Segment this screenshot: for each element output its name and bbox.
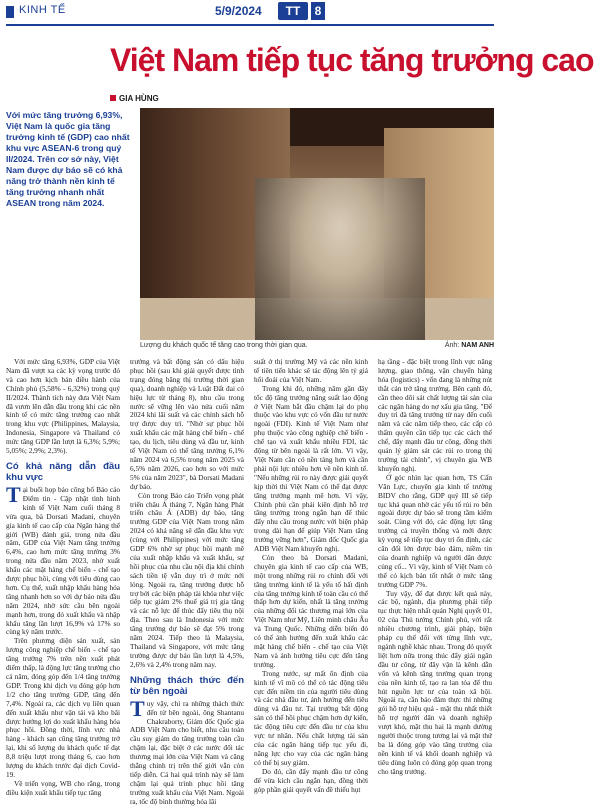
- paragraph: Trong nước, sự mất ổn định của kinh tế vĩ mô có thể có tác động tiêu cực đến niềm tin của người tiêu dùng và các nhà đầu tư, ảnh hưởng đến tiêu dùng và đầu tư. Tại trường bất động sản có thể hồi phục chậm hơn dự kiến, tác động tiêu cực đến đầu tư của khu vực tư nhân. Nếu chất lượng tài sản của các ngân hàng tiếp tục yếu đi, năng lực cho vay của các ngân hàng có thể bị suy giảm.: [254, 668, 368, 767]
- paragraph: Còn trong Báo cáo Triển vọng phát triển châu Á tháng 7, Ngân hàng Phát triển châu Á (ADB) dự báo, tăng trưởng GDP của Việt Nam trong năm 2024 có khả năng sẽ dẫn đầu khu vực (cùng với Philippines) với mức tăng GDP 6% nhờ sự phục hồi mạnh mẽ của xuất nhập khẩu và xuất khẩu, sự hồi phục của nhu cầu nội địa khi chính sách tiền tệ vẫn duy trì ở mức nới lỏng. Ngoài ra, tăng trưởng được hỗ trợ bởi các biện pháp tài khóa như việc tiếp tục giảm 2% thuế giá trị gia tăng và các nỗ lực để thúc đẩy tiêu thụ nội địa. Theo sau là Indonesia với mức tăng trưởng dự báo sẽ đạt 5% trong năm 2024. Tiếp theo là Malaysia, Thailand và Singapore, với mức tăng trưởng được dự báo lần lượt là 4,5%, 2,6% và 2,4% trong năm nay.: [130, 490, 244, 669]
- paragraph: Tuy vậy, để đạt được kết quả này, các bộ, ngành, địa phương phải tiếp tục thực hiện nhất quán Nghị quyết 01, 02 của Thủ tướng Chính phủ, với rất nhiều chương trình, giải pháp, biện pháp cụ thể đối với từng lĩnh vực, ngành nghề khác nhau. Trong đó quyết liệt hơn nữa trong thúc đẩy giải ngân đầu tư công, từ đây vận là kênh dẫn vốn và kênh tăng trưởng quan trọng của nền kinh tế, tạo ra lan tỏa để thu hút nguồn lực tư của toàn xã hội. Ngoài ra, cần bảo đảm thực thi những gói hỗ trợ hiệu quả - mặt thu nhất thiết hỗ trợ người dân và doanh nghiệp vượt khó, mặt thu hai là mạnh dường người thuộc trong tương lai và mặt thứ ba là đóng góp vào tăng trưởng của nền kinh tế và khối doanh nghiệp và tiêu dùng luôn có đóng góp quan trọng cho tăng trưởng.: [378, 588, 492, 776]
- article-column-3: [254, 358, 368, 794]
- article-byline: GIA HÙNG: [110, 94, 159, 103]
- section-label: KINH TẾ: [19, 4, 66, 16]
- paragraph: Trên phương diện sản xuất, sản lượng công nghiệp chế biến - chế tạo tăng trưởng 7% trên nền xuất phát điểm thấp, là động lực tăng trưởng cho cả năm, đóng góp đến 1/4 tăng trưởng GDP. Trong khi dịch vụ đóng góp hơn 1/2 cho tăng trưởng GDP, tăng đến 7,4%. Ngoài ra, các dịch vụ liên quan đến xuất khẩu như vận tải và kho bãi được hưởng lợi do xuất khẩu hàng hóa phục hồi. Đồng thời, lĩnh vực nhà hàng - khách sạn cũng tăng trưởng trở lại, khi số lượng du khách quốc tế đạt 8,8 triệu lượt trong tháng 6, cao hơn lượng du khách trước đại dịch Covid-19.: [6, 636, 120, 779]
- header-divider: [6, 24, 494, 26]
- subheading: Những thách thức đến từ bên ngoài: [130, 674, 244, 697]
- paragraph: Về triển vọng, WB cho rằng, trong điều kiện xuất khẩu tiếp tục tăng: [6, 778, 120, 797]
- paragraph: suất ở thị trường Mỹ và các nền kinh tế tiên tiến khác sẽ tác động lên tỷ giá hối đoái của Việt Nam.: [254, 357, 368, 384]
- photo-caption: Lượng du khách quốc tế tăng cao trong thời gian qua.: [140, 342, 308, 349]
- paragraph: Ở góc nhìn lạc quan hơn, TS Cấn Văn Lực, chuyên gia kinh tế trưởng BIDV cho rằng, GDP quý III sẽ tiếp tục khả quan nhờ các yếu tố rủi ro bên ngoài được dự báo sẽ trong tầm kiểm soát. Cùng với đó, các động lực tăng trưởng cả truyền thống và mới được kỳ vọng sẽ tiếp tục duy trì ổn định, các cân đối lớn được bảo đảm, niềm tin của doanh nghiệp và người dân được củng cố... Vì vậy, kinh tế Việt Nam có thể có kịch bản tốt nhất ở mức tăng trưởng GDP 7%.: [378, 472, 492, 589]
- paragraph: Trong khi đó, những năm gần đây tốc độ tăng trưởng năng suất lao động ở Việt Nam bắt đầu chậm lại do phụ thuộc vào khu vực có vốn đầu tư nước ngoài (FDI). Kinh tế Việt Nam như phụ thuộc vào công nghiệp chế biến - chế tạo và xuất khẩu nhiều FDI, tác động từ bên ngoài là rất lớn. Vì vậy, Việt Nam cần có nền tảng hơn và cần phải nội lực nhiều hơn về nền kinh tế. "Nếu những rủi ro này được giải quyết kịp thời thì Việt Nam có thể đạt được tăng trưởng mạnh mẽ hơn. Vì vậy, Chính phủ cần phải kiên định hỗ trợ tăng trưởng trong ngắn hạn để thúc đẩy nhu cầu trong nước với biện pháp trong dài hạn để giúp Việt Nam tăng trưởng vững hơn", Giám đốc Quốc gia ADB Việt Nam khuyến nghị.: [254, 383, 368, 554]
- photo-credit: Ảnh: NAM ANH: [444, 342, 494, 349]
- article-headline: Việt Nam tiếp tục tăng trưởng cao: [110, 42, 594, 78]
- paragraph: Do đó, cần đẩy mạnh đầu tư công để vừa kích cầu ngắn hạn, đồng thời góp phần giải quyết vấn đề thiếu hụt: [254, 766, 368, 794]
- paragraph: Tuy vậy, chỉ ra những thách thức đến từ bên ngoài, ông Shantanu Chakraborty, Giám đốc Quốc gia ADB Việt Nam cho biết, nhu cầu toàn cầu suy giảm do tăng trưởng toàn cầu chậm lại, đặc biệt ở các nước đối tác thương mại lớn của Việt Nam và căng thẳng chính trị trên thế giới vẫn còn tiếp diễn. Cả hai quá trình này sẽ làm chậm lại quá trình phục hồi tăng trưởng xuất khẩu của Việt Nam. Ngoài ra, tốc độ bình thường hóa lãi: [130, 695, 244, 806]
- article-column-1: [6, 358, 120, 798]
- subheading: Có khả năng dẫn đầu khu vực: [6, 460, 120, 483]
- issue-date: 5/9/2024: [215, 4, 262, 18]
- section-marker: [6, 6, 14, 18]
- paragraph: trưởng và bất động sản có dấu hiệu phục hồi (sau khi giải quyết được tình trạng đóng băng thị trường thời gian qua), doanh nghiệp và Luật Đất đai có hiệu lực từ tháng 8), nhu cầu trong nước sẽ vững lên vào nửa cuối năm 2024 khi lãi suất và các chính sách hỗ trợ được duy trì. "Nhờ sự phục hồi xuất khẩu các mặt hàng chế biến - chế tạo, du lịch, tiêu dùng và đầu tư, kinh tế Việt Nam có thể tăng trưởng 6,1% năm 2024 và 6,5% trong năm 2025 và 6,5% năm 2026, cao hơn so với mức 5% của năm 2023", bà Dorsati Madani dự báo.: [130, 357, 244, 491]
- page-number: 8: [311, 2, 325, 20]
- article-column-4: [378, 358, 492, 777]
- paragraph: Còn theo bà Dorsati Madani, chuyên gia kinh tế cao cấp của WB, một trong những rủi ro chính đối với tăng trưởng kinh tế là yếu tố bất định của tăng trưởng kinh tế toàn cầu có thể thấp hơn dự kiến, nhất là tăng trưởng của những đối tác thương mại lớn của Việt Nam như Mỹ, Liên minh châu Âu và Trung Quốc. Những diễn biến đó có thể ảnh hưởng đến xuất khẩu các mặt hàng chế biến - chế tạo của Việt Nam và ảnh hưởng tiêu cực đến tăng trưởng.: [254, 552, 368, 669]
- newspaper-logo: TT: [278, 2, 308, 20]
- page-header: [0, 0, 500, 34]
- article-lead: Với mức tăng trưởng 6,93%, Việt Nam là quốc gia tăng trưởng kinh tế (GDP) cao nhất khu vực ASEAN-6 trong quý II/2024. Trên cơ sở này, Việt Nam được dự báo sẽ có khả năng trở thành nền kinh tế tăng trưởng nhanh nhất ASEAN trong năm 2024.: [6, 110, 130, 208]
- paragraph: hạ tầng - đặc biệt trong lĩnh vực năng lượng, giao thông, vận chuyển hàng hóa (logistics) - vốn đang là những nút thắt cản trở tăng trưởng. Bên cạnh đó, cần theo dõi sát chất lượng tài sản của các ngân hàng do nợ xấu gia tăng. "Để duy trì đà tăng trưởng từ nay đến cuối năm và các năm tiếp theo, các cấp có thẩm quyền cần tiếp tục các cách thể chế, đẩy mạnh đầu tư công, đồng thời quản lý giám sát các rủi ro trong thị trường tài chính", vị chuyên gia WB khuyến nghị.: [378, 357, 492, 473]
- article-column-2: [130, 358, 244, 807]
- paragraph: Tại buổi họp báo công bố Báo cáo Điểm tin - Cập nhật tình hình kinh tế Việt Nam cuối tháng 8 vừa qua, bà Dorsati Madani, chuyên gia kinh tế cao cấp của Ngân hàng thế giới (WB) đánh giá, trong nửa đầu năm, GDP của Việt Nam tăng trưởng 6,4%, cao hơn mức tăng trưởng 3% trong nửa đầu năm 2023, nhờ xuất khẩu các mặt hàng chế biến - chế tạo được phục hồi, cùng với tiêu dùng cao hơn. Cụ thể, xuất nhập khẩu hàng hóa tăng nhanh hơn so với dự báo nửa đầu năm 2024, nhờ sức cầu bên ngoài mạnh hơn, trong đó xuất khẩu và nhập khẩu tăng lần lượt 16,9% và 17% so cùng kỳ năm trước.: [6, 481, 120, 637]
- article-photo: [140, 108, 494, 340]
- paragraph: Với mức tăng 6,93%, GDP của Việt Nam đã vượt xa các kỳ vọng trước đó và cao hơn kịch bản điều hành của Chính phủ (5,58% - 6,32%) trong quý II/2024. Thành tích này đưa Việt Nam đã vươn lên dẫn đầu trong khi các nền kinh tế có mức tăng trưởng cao nhất trong khu vực (Philippines, Malaysia, Indonesia, Singapore và Thailand có mức tăng GDP lần lượt là 6,3%; 5,9%; 5,05%; 2,9%; 2,3%).: [6, 357, 120, 456]
